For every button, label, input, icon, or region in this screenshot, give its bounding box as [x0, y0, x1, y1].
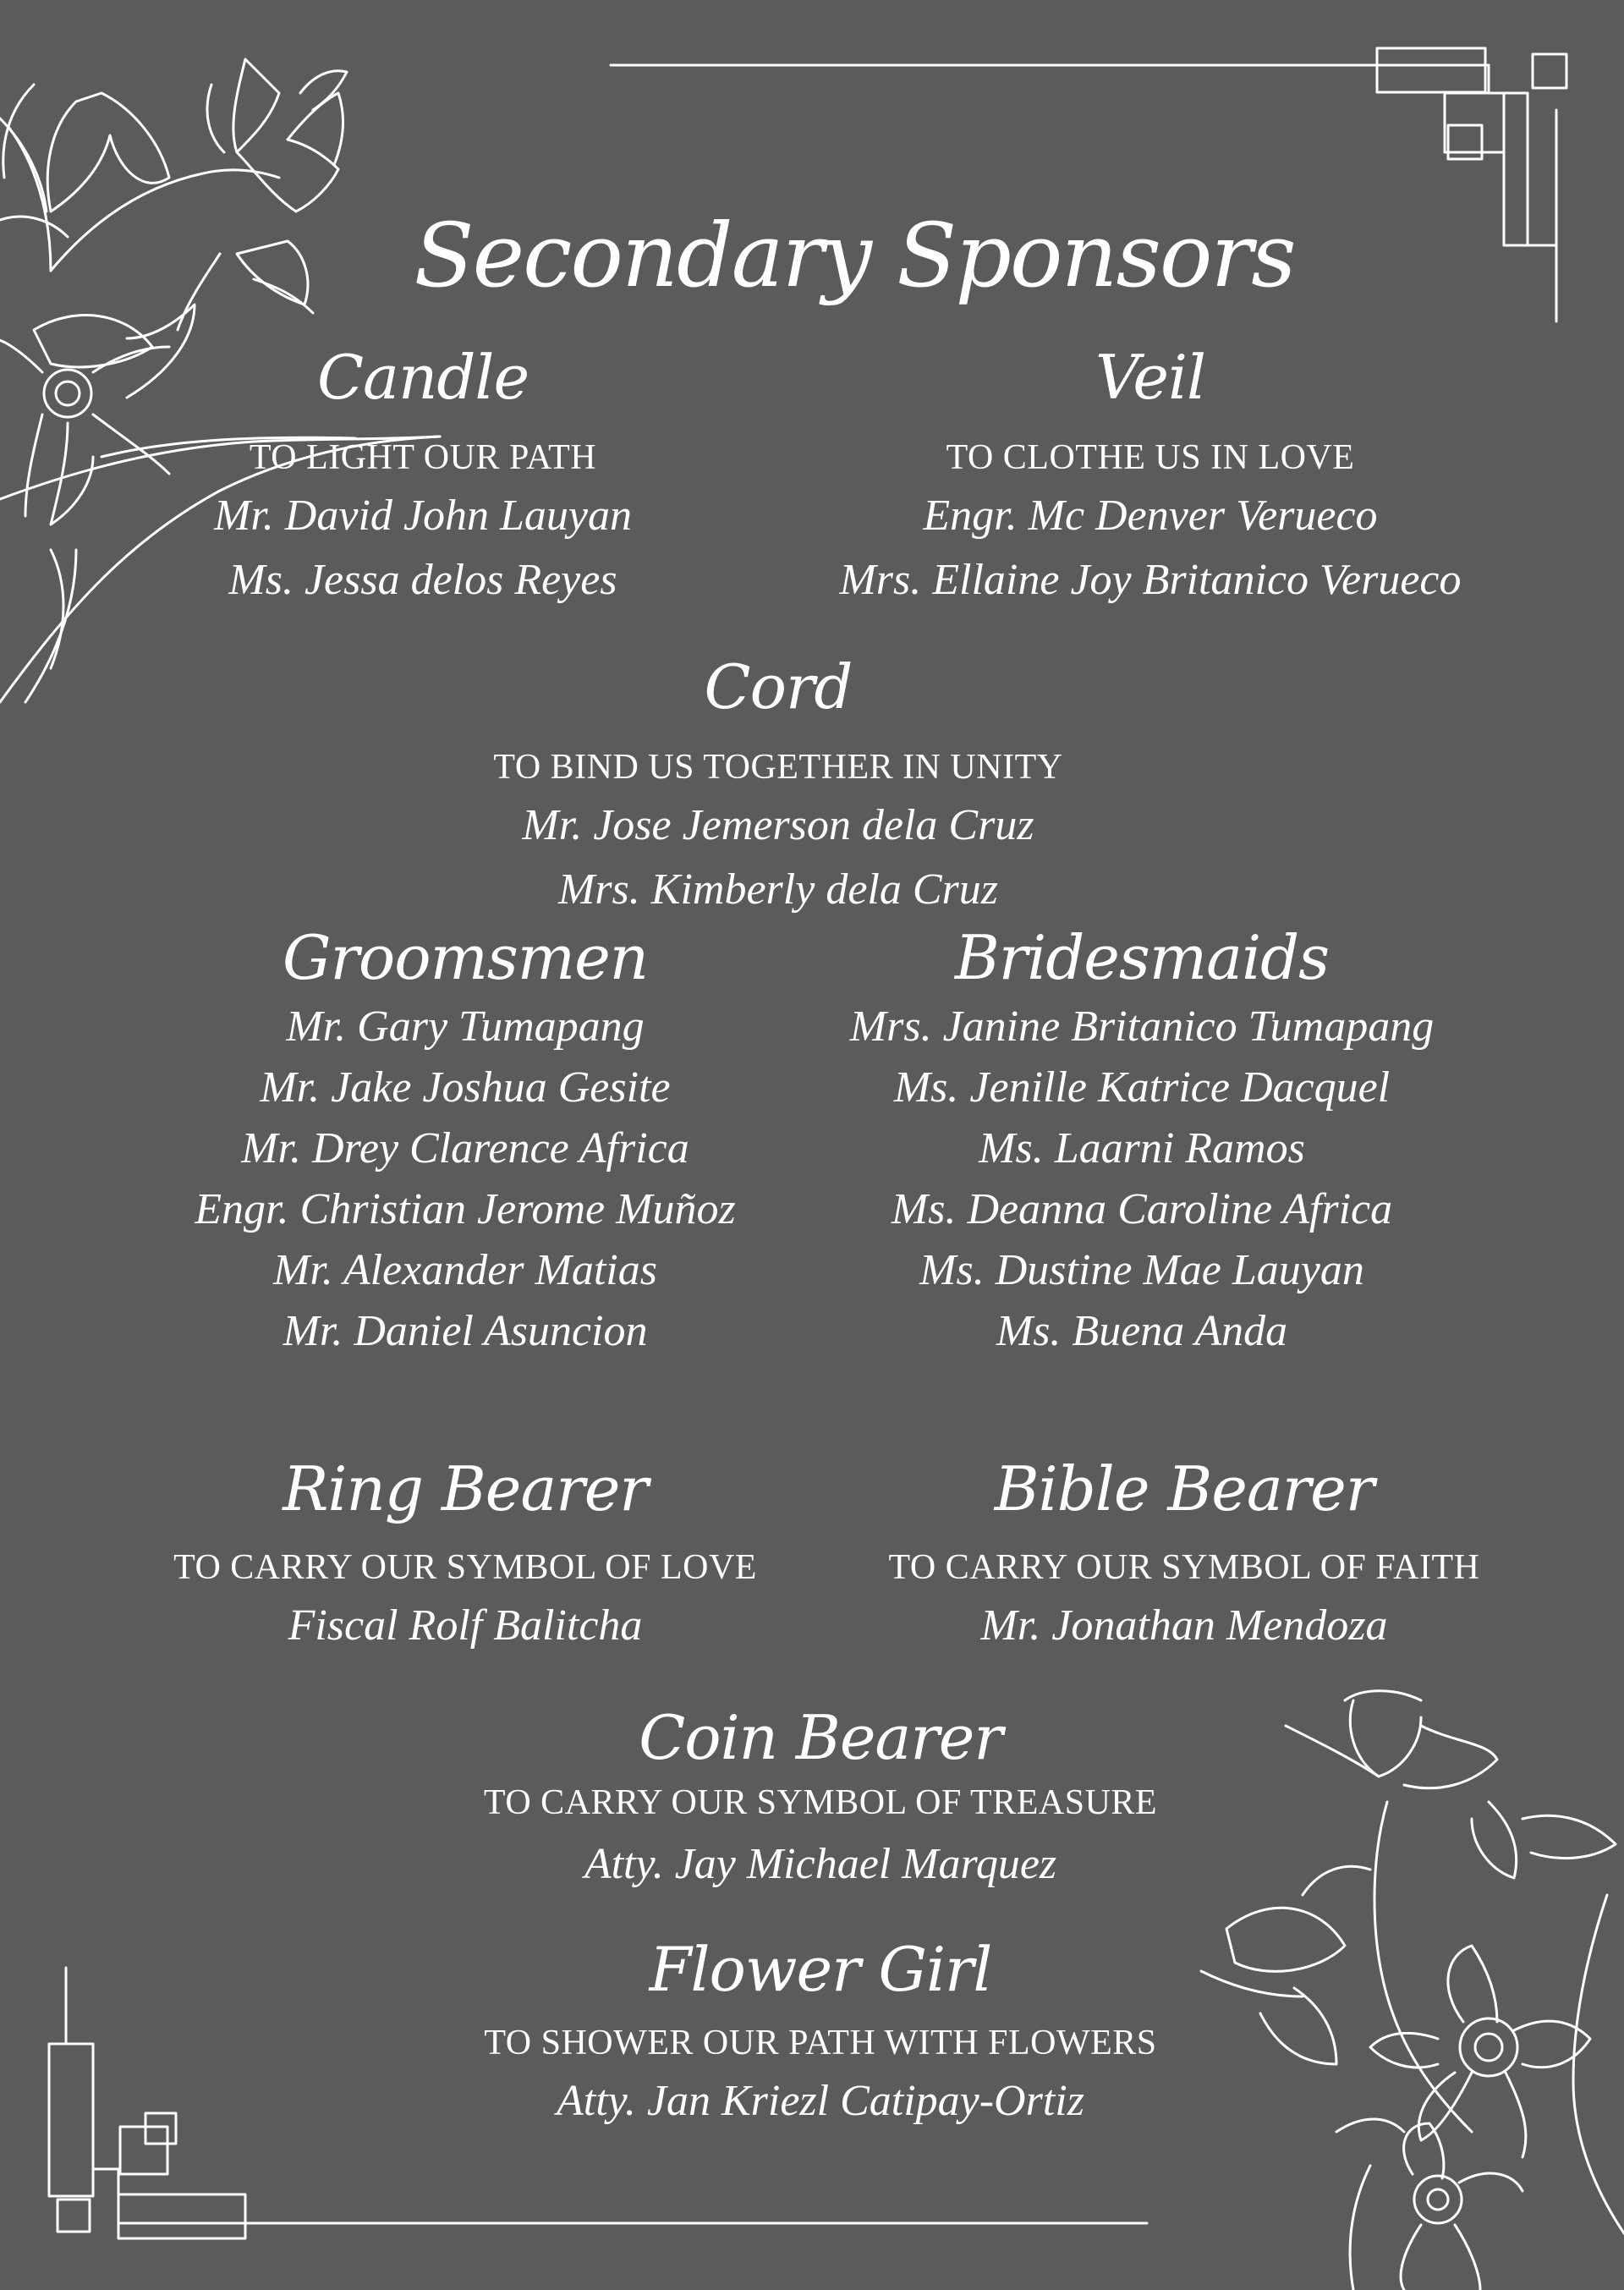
veil-name: Mrs. Ellaine Joy Britanico Verueco — [839, 556, 1462, 604]
cord-name: Mr. Jose Jemerson dela Cruz — [522, 801, 1034, 849]
page-title: Secondary Sponsors — [414, 204, 1295, 307]
bridesmaid-name: Ms. Laarni Ramos — [979, 1124, 1305, 1172]
cord-caption: TO BIND US TOGETHER IN UNITY — [493, 748, 1063, 787]
veil-section — [778, 342, 1522, 604]
coin-bearer-section — [398, 1702, 1243, 1888]
coin-bearer-name: Atty. Jay Michael Marquez — [584, 1840, 1057, 1888]
groomsman-name: Engr. Christian Jerome Muñoz — [195, 1185, 736, 1233]
bridesmaid-name: Ms. Jenille Katrice Dacquel — [893, 1063, 1391, 1112]
candle-caption: TO LIGHT OUR PATH — [249, 438, 597, 477]
coin-bearer-caption: TO CARRY OUR SYMBOL OF TREASURE — [483, 1783, 1158, 1822]
candle-heading: Candle — [316, 342, 529, 413]
veil-name: Engr. Mc Denver Verueco — [923, 491, 1378, 540]
candle-section — [85, 342, 761, 604]
groomsman-name: Mr. Jake Joshua Gesite — [260, 1063, 671, 1112]
groomsmen-section — [127, 922, 804, 1355]
ring-bearer-caption: TO CARRY OUR SYMBOL OF LOVE — [173, 1548, 757, 1587]
groomsmen-heading: Groomsmen — [282, 922, 649, 993]
coin-bearer-heading: Coin Bearer — [639, 1702, 1002, 1773]
bridesmaids-heading: Bridesmaids — [954, 922, 1330, 993]
bible-bearer-name: Mr. Jonathan Mendoza — [980, 1601, 1388, 1650]
candle-name: Ms. Jessa delos Reyes — [228, 556, 617, 604]
title-block — [389, 204, 1320, 307]
flower-girl-name: Atty. Jan Kriezl Catipay-Ortiz — [557, 2077, 1084, 2125]
bridesmaid-name: Mrs. Janine Britanico Tumapang — [849, 1002, 1435, 1051]
bridesmaid-name: Ms. Deanna Caroline Africa — [891, 1185, 1393, 1233]
bible-bearer-heading: Bible Bearer — [994, 1453, 1374, 1524]
flower-girl-caption: TO SHOWER OUR PATH WITH FLOWERS — [484, 2024, 1157, 2062]
cord-heading: Cord — [704, 651, 853, 722]
cord-name: Mrs. Kimberly dela Cruz — [558, 865, 998, 914]
candle-name: Mr. David John Lauyan — [214, 491, 632, 540]
bible-bearer-section — [846, 1453, 1522, 1650]
bottom-right-floral — [1201, 1691, 1624, 2290]
groomsman-name: Mr. Daniel Asuncion — [283, 1307, 648, 1355]
cord-section — [389, 651, 1167, 914]
flower-girl-heading: Flower Girl — [649, 1934, 992, 2005]
ring-bearer-section — [127, 1453, 804, 1650]
veil-caption: TO CLOTHE US IN LOVE — [946, 438, 1355, 477]
groomsman-name: Mr. Drey Clarence Africa — [241, 1124, 689, 1172]
bridesmaid-name: Ms. Buena Anda — [996, 1307, 1288, 1355]
groomsman-name: Mr. Alexander Matias — [273, 1246, 657, 1294]
groomsman-name: Mr. Gary Tumapang — [286, 1002, 645, 1051]
flower-girl-section — [398, 1934, 1243, 2125]
bible-bearer-caption: TO CARRY OUR SYMBOL OF FAITH — [888, 1548, 1480, 1587]
bridesmaids-section — [804, 922, 1480, 1355]
ring-bearer-heading: Ring Bearer — [283, 1453, 648, 1524]
veil-heading: Veil — [1095, 342, 1206, 413]
bridesmaid-name: Ms. Dustine Mae Lauyan — [919, 1246, 1364, 1294]
ring-bearer-name: Fiscal Rolf Balitcha — [288, 1601, 643, 1650]
